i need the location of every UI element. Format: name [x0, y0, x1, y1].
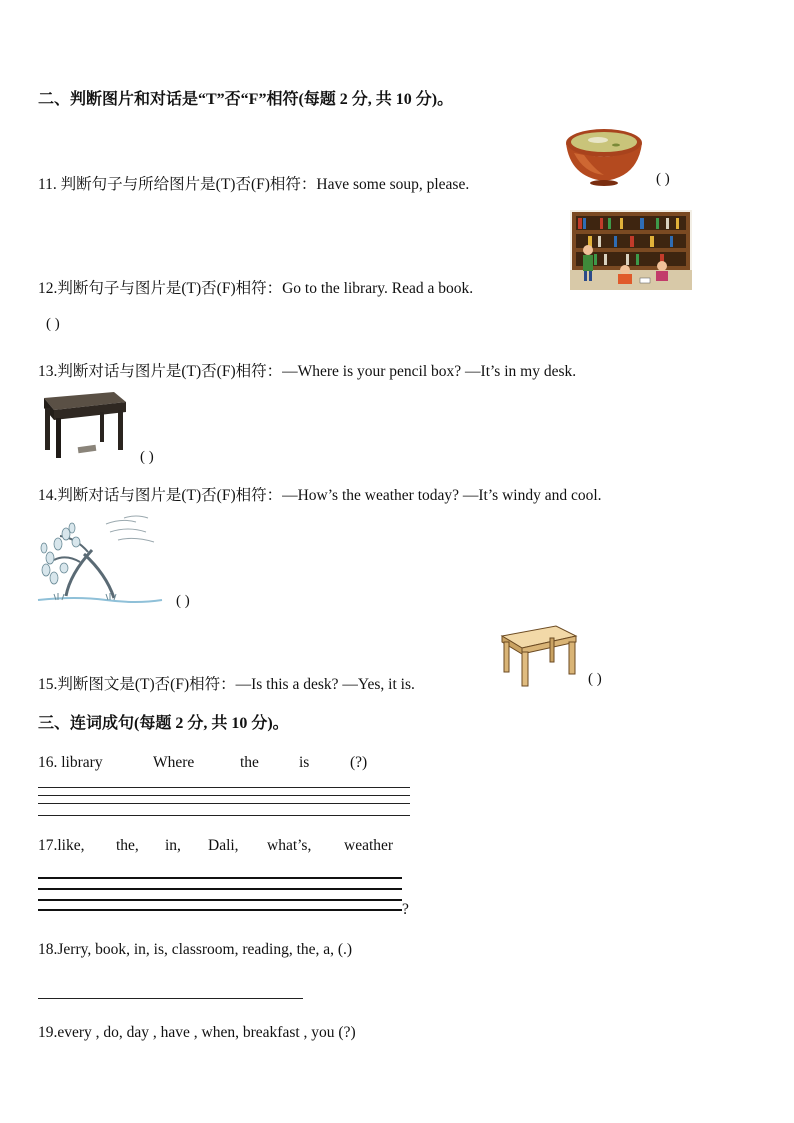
question-16-word: is — [299, 754, 310, 771]
section-3-title: 三、连词成句(每题 2 分, 共 10 分)。 — [38, 715, 289, 732]
question-16-word: the — [240, 754, 259, 771]
section-2-title: 二、判断图片和对话是“T”否“F”相符(每题 2 分, 共 10 分)。 — [38, 91, 454, 108]
question-15-text: 15.判断图文是(T)否(F)相符：—Is this a desk? —Yes, it is. — [38, 676, 415, 693]
answer-line-16[interactable] — [38, 787, 410, 788]
question-17-word: what’s, — [267, 837, 312, 854]
question-17-word: Dali, — [208, 837, 239, 854]
answer-line-16[interactable] — [38, 815, 410, 816]
answer-parentheses-12[interactable]: ( ) — [46, 316, 60, 332]
answer-parentheses-13[interactable]: ( ) — [140, 449, 154, 465]
soup-bowl-icon — [564, 125, 644, 187]
answer-line-17[interactable] — [38, 877, 402, 879]
answer-line-16[interactable] — [38, 803, 410, 804]
answer-line-17[interactable] — [38, 899, 402, 901]
answer-parentheses-14[interactable]: ( ) — [176, 593, 190, 609]
answer-parentheses-15[interactable]: ( ) — [588, 671, 602, 687]
answer-line-18[interactable] — [38, 998, 303, 999]
question-16-word: 16. library — [38, 754, 103, 771]
question-11-text: 11. 判断句子与所给图片是(T)否(F)相符：Have some soup, please. — [38, 176, 470, 193]
question-17-word: the, — [116, 837, 139, 854]
library-icon — [570, 210, 692, 290]
question-12-text: 12.判断句子与图片是(T)否(F)相符：Go to the library. Read a book. — [38, 280, 474, 297]
answer-line-17[interactable] — [38, 888, 402, 890]
question-14-text: 14.判断对话与图片是(T)否(F)相符：—How’s the weather today? —It’s windy and cool. — [38, 487, 602, 504]
question-16-word: (?) — [350, 754, 368, 771]
question-17-word: in, — [165, 837, 181, 854]
question-17-end-mark: ? — [402, 901, 409, 918]
question-16-word: Where — [153, 754, 195, 771]
answer-parentheses-11[interactable]: ( ) — [656, 171, 670, 187]
desk-icon — [500, 622, 578, 688]
answer-line-16[interactable] — [38, 795, 410, 796]
question-13-text: 13.判断对话与图片是(T)否(F)相符：—Where is your pencil box? —It’s in my desk. — [38, 363, 577, 380]
question-17-word: 17.like, — [38, 837, 85, 854]
windy-tree-icon — [36, 514, 164, 606]
question-17-word: weather — [344, 837, 394, 854]
desk-with-pencil-box-icon — [38, 390, 128, 460]
answer-line-17[interactable] — [38, 909, 402, 911]
question-18-text: 18.Jerry, book, in, is, classroom, reading, the, a, (.) — [38, 941, 353, 958]
question-19-text: 19.every , do, day , have , when, breakfast , you (?) — [38, 1024, 356, 1041]
